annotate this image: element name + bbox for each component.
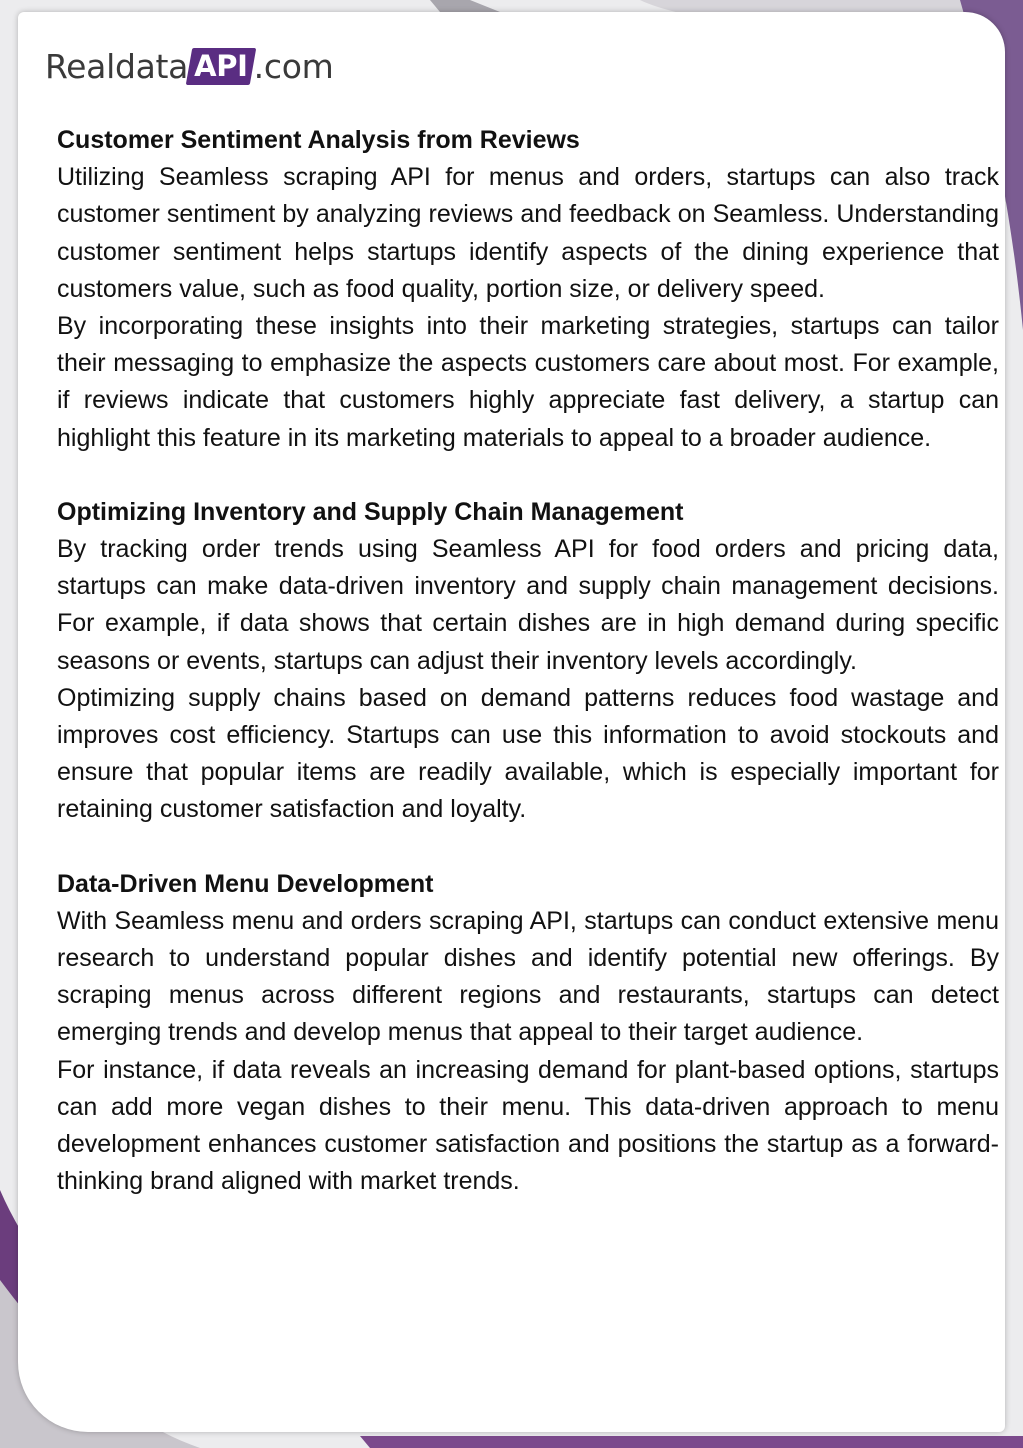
section-spacer: [57, 457, 999, 494]
brand-api-badge: [186, 48, 256, 85]
brand-prefix: Realdata: [45, 46, 189, 86]
bottom-purple-strip: [360, 1436, 1023, 1448]
paragraph: By incorporating these insights into their marketing strategies, startups can tailor their messaging to emphasize the aspects customers care about most. For example, if reviews indicate that customers highly appreciate fast delivery, a startup can highlight this feature in its marketing materials to appeal to a broader audience.: [57, 312, 999, 452]
section-inventory-supply-chain: [57, 494, 999, 829]
paragraph: Utilizing Seamless scraping API for menus and orders, startups can also track customer sentiment by analyzing reviews and feedback on Seamless. Understanding customer sentiment helps startups identify aspects of the dining experience that customers value, such as food quality, portion size, or delivery speed.: [57, 163, 999, 303]
paragraph: With Seamless menu and orders scraping API, startups can conduct extensive menu research to understand popular dishes and identify potential new offerings. By scraping menus across different regions and restaurants, startups can detect emerging trends and develop menus that appeal to their target audience.: [57, 906, 999, 1047]
paragraph: For instance, if data reveals an increasing demand for plant-based options, startups can add more vegan dishes to their menu. This data-driven approach to menu development enhances customer satisfaction and positions the startup as a forward-thinking brand aligned with market trends.: [57, 1055, 999, 1196]
section-customer-sentiment: [57, 122, 999, 457]
brand-logo: [45, 40, 333, 92]
paragraph: By tracking order trends using Seamless API for food orders and pricing data, startups can make data-driven inventory and supply chain management decisions. For example, if data shows that certain dishes are in high demand during specific seasons or events, startups can adjust their inventory levels accordingly.: [57, 535, 999, 675]
section-spacer: [57, 829, 999, 866]
brand-suffix: .com: [253, 46, 334, 86]
brand-highlight: API: [194, 48, 248, 83]
section-heading: Customer Sentiment Analysis from Reviews: [57, 126, 580, 154]
article-body: [57, 122, 999, 1200]
section-menu-development: [57, 866, 999, 1201]
section-heading: Optimizing Inventory and Supply Chain Management: [57, 497, 684, 526]
paragraph: Optimizing supply chains based on demand patterns reduces food wastage and improves cost efficiency. Startups can use this information to avoid stockouts and ensure that popular items are readily available, which is especially important for retaining customer satisfaction and loyalty.: [57, 683, 999, 824]
section-heading: Data-Driven Menu Development: [57, 869, 434, 898]
